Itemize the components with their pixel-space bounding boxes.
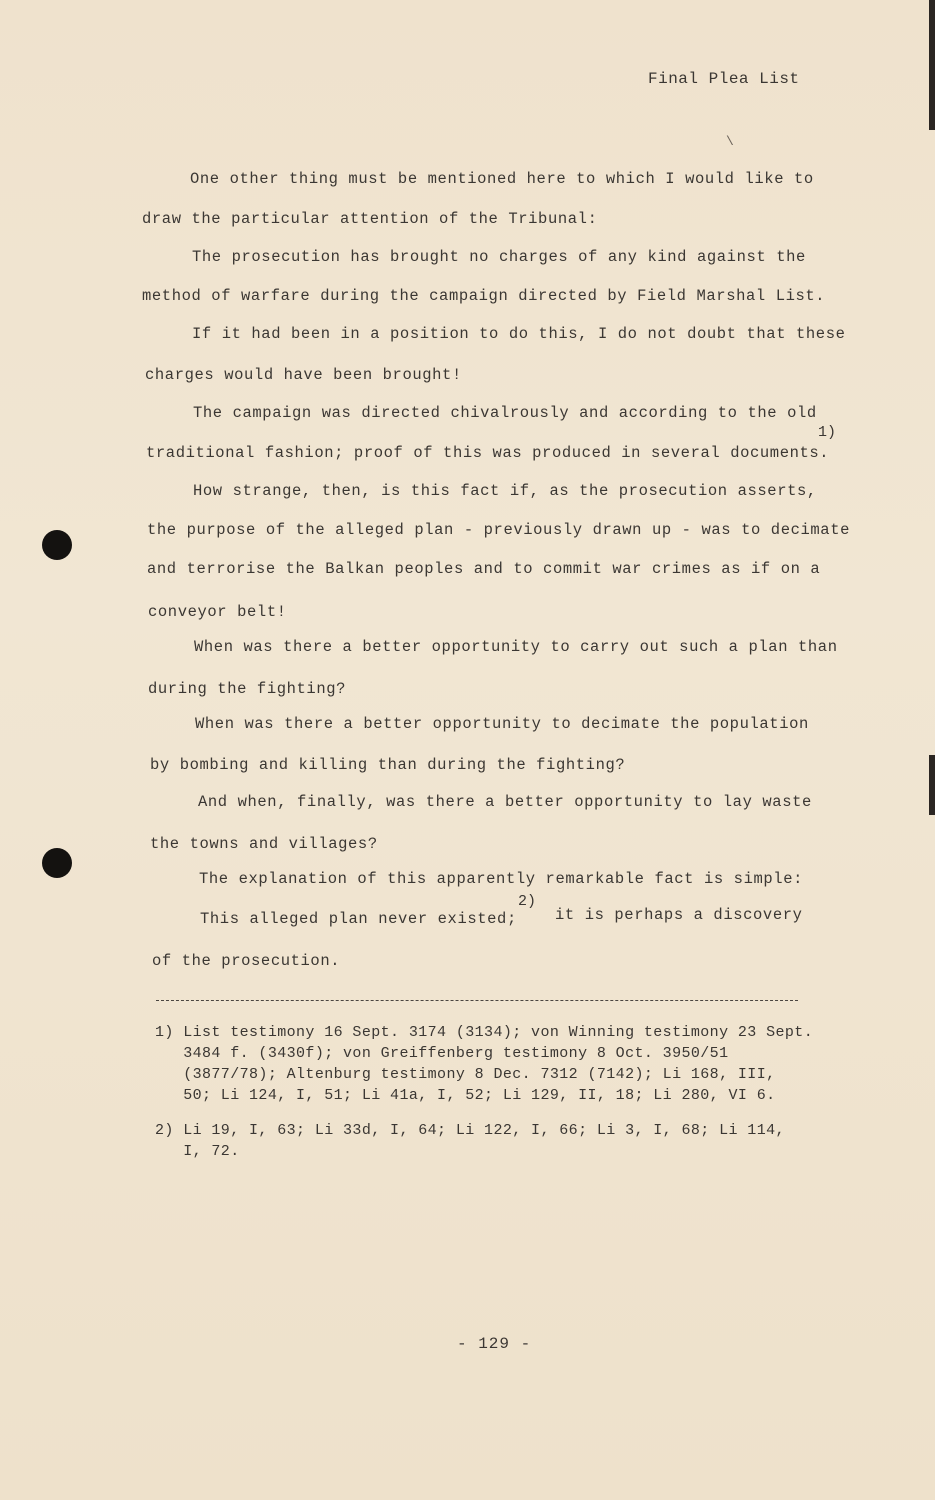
body-line: When was there a better opportunity to carry out such a plan than [194,638,838,656]
body-line: traditional fashion; proof of this was produced in several documents. [146,444,830,462]
body-line: When was there a better opportunity to decimate the population [195,715,809,733]
body-line: by bombing and killing than during the fighting? [150,756,626,774]
body-line: And when, finally, was there a better opportunity to lay waste [198,793,812,811]
body-line: conveyor belt! [148,603,287,621]
footnote-separator [156,1000,798,1001]
body-line: of the prosecution. [152,952,341,970]
body-line: How strange, then, is this fact if, as the prosecution asserts, [193,482,817,500]
body-line: method of warfare during the campaign directed by Field Marshal List. [142,287,826,305]
footnote-mark-1: 1) [818,424,837,441]
footnote-1: 1) List testimony 16 Sept. 3174 (3134); von Winning testimony 23 Sept. 3484 f. (3430f); von Greiffenberg testimony 8 Oct. 3950/51 (3877/78); Altenburg testimony 8 Dec. 7312 (7142); Li 168, III, 50; Li 124, I, 51; Li 41a, I, 52; Li 129, II, 18; Li 280, VI 6. [155,1024,814,1104]
body-line: One other thing must be mentioned here to which I would like to [190,170,814,188]
body-line: the purpose of the alleged plan - previously drawn up - was to decimate [147,521,851,539]
page-edge-shadow [929,0,935,130]
body-line: This alleged plan never existed; [200,910,517,928]
speck-mark: \ [726,134,734,149]
body-line: the towns and villages? [150,835,378,853]
body-line: The explanation of this apparently remarkable fact is simple: [199,870,803,888]
punch-hole [42,530,72,560]
body-line: draw the particular attention of the Tribunal: [142,210,598,228]
page-number: - 129 - [457,1335,532,1353]
body-line: The prosecution has brought no charges of any kind against the [192,248,806,266]
body-line: If it had been in a position to do this, I do not doubt that these [192,325,846,343]
footnote-mark-2: 2) [518,893,537,910]
body-line: and terrorise the Balkan peoples and to commit war crimes as if on a [147,560,821,578]
body-line: during the fighting? [148,680,347,698]
page-edge-shadow [929,755,935,815]
body-line: The campaign was directed chivalrously and according to the old [193,404,817,422]
body-line: it is perhaps a discovery [555,906,803,924]
footnote-2: 2) Li 19, I, 63; Li 33d, I, 64; Li 122, I, 66; Li 3, I, 68; Li 114, I, 72. [155,1122,785,1160]
body-line: charges would have been brought! [145,366,462,384]
punch-hole [42,848,72,878]
page-header: Final Plea List [648,70,800,88]
